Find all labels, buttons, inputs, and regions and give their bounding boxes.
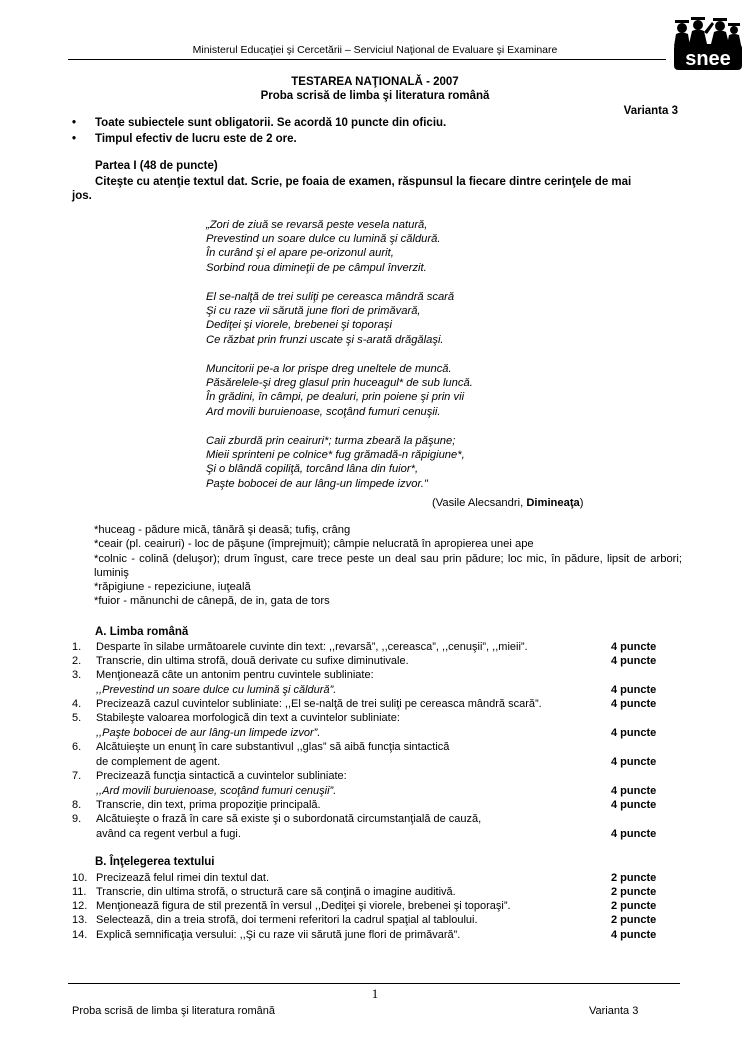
- question-number: 5.: [72, 712, 82, 724]
- question-number: 6.: [72, 741, 82, 753]
- question-points: 4 puncte: [611, 698, 657, 710]
- question-quote-text: ,,Ard movili buruienoase, scoţând fumuri cenuşii”.: [96, 785, 337, 797]
- footer-variant: Varianta 3: [589, 1005, 639, 1017]
- question-text: Selectează, din a treia strofă, doi termeni referitori la cadrul spaţial al tabloului.: [96, 914, 478, 926]
- glossary-entry: *ceair (pl. ceairuri) - loc de păşune (împrejmuit); câmpie nelucrată în apropierea unei ape: [94, 538, 534, 551]
- logo-text: snee: [685, 48, 731, 70]
- question-points: 4 puncte: [611, 828, 657, 840]
- question-points: 4 puncte: [611, 929, 657, 941]
- question-text: Precizează funcţia sintactică a cuvintelor subliniate:: [96, 770, 347, 782]
- poem-stanza: [206, 290, 454, 347]
- poem-verse: El se-nalţă de trei suliţi pe cereasca mândră scară: [206, 291, 455, 303]
- exam-title: TESTAREA NAŢIONALĂ - 2007: [291, 76, 459, 88]
- poem-verse: Ard movili buruienoase, scoţând fumuri cenuşii.: [206, 405, 441, 418]
- question-quote-text: ,,Prevestind un soare dulce cu lumină şi căldură”.: [96, 684, 337, 696]
- variant-label: Varianta 3: [623, 105, 678, 117]
- header-divider: [68, 59, 666, 60]
- question-number: 13.: [72, 914, 88, 926]
- question-number: 10.: [72, 872, 88, 884]
- glossary-entry: *fuior - mănunchi de cânepă, de in, gata de tors: [94, 595, 330, 608]
- graduates-logo-icon: [668, 14, 744, 76]
- question-text: Stabileşte valoarea morfologică din text a cuvintelor subliniate:: [96, 712, 400, 724]
- question-number: 9.: [72, 813, 82, 825]
- poem-author: (Vasile Alecsandri,: [432, 497, 527, 509]
- glossary-entry: *răpigiune - repeziciune, iuţeală: [94, 581, 251, 594]
- poem-verse: Sorbind roua dimineţii de pe câmpul înverzit.: [206, 261, 427, 274]
- glossary: [72, 523, 682, 609]
- question-text: Transcrie, din text, prima propoziţie principală.: [96, 799, 321, 811]
- poem-verse: Muncitorii pe-a lor prispe dreg uneltele de muncă.: [206, 363, 452, 375]
- question-points: 2 puncte: [611, 914, 657, 926]
- question-points: 4 puncte: [611, 727, 657, 739]
- question-text: Alcătuieşte un enunţ în care substantivul ,,glas” să aibă funcţia sintactică: [96, 741, 450, 753]
- section-b-heading: B. Înţelegerea textului: [95, 856, 215, 868]
- poem-stanza: [206, 362, 473, 419]
- question-text: Desparte în silabe următoarele cuvinte din text: ,,revarsă”, ,,cereasca”, ,,cenuşii”, ,,mieii”.: [96, 641, 528, 653]
- question-number: 4.: [72, 698, 82, 710]
- poem-verse: În grădini, în câmpi, pe dealuri, prin poiene şi prin vii: [206, 391, 465, 404]
- question-text: Transcrie, din ultima strofă, o structură care să conţină o imagine auditivă.: [96, 886, 456, 898]
- question-number: 8.: [72, 799, 82, 811]
- question-text-continued: de complement de agent.: [96, 756, 221, 768]
- question-number: 7.: [72, 770, 82, 782]
- poem-verse: „Zori de ziuă se revarsă peste vesela natură,: [206, 219, 428, 231]
- question-text: Precizează cazul cuvintelor subliniate: ,,El se-nalţă de trei suliţi pe cereasca mândră scară”.: [96, 698, 542, 710]
- poem-stanza: [206, 218, 440, 275]
- instruction-1: Toate subiectele sunt obligatorii. Se acordă 10 puncte din oficiu.: [95, 117, 447, 129]
- poem-stanza: [206, 434, 465, 491]
- question-text: Transcrie, din ultima strofă, două derivate cu sufixe diminutivale.: [96, 655, 409, 667]
- footer-divider: [68, 983, 680, 984]
- page-number: 1: [371, 986, 379, 1001]
- question-points: 2 puncte: [611, 872, 657, 884]
- footer-title: Proba scrisă de limba şi literatura română: [72, 1005, 275, 1017]
- question-number: 3.: [72, 669, 82, 681]
- poem-verse: Mieii sprinteni pe colnice* fug grămadă-n răpigiune*,: [206, 449, 465, 462]
- attribution-close: ): [579, 497, 584, 509]
- question-number: 11.: [72, 886, 87, 898]
- poem-verse: Păsărelele-şi dreg glasul prin huceagul* de sub luncă.: [206, 377, 473, 390]
- question-points: 4 puncte: [611, 684, 657, 696]
- glossary-entry: *colnic - colină (deluşor); drum îngust, care trece peste un deal sau prin pădure; loc mic, în pădure, lipsit de arbori; luminiş: [94, 552, 682, 579]
- exam-subtitle: Proba scrisă de limba şi literatura română: [260, 90, 490, 102]
- question-number: 1.: [72, 641, 82, 653]
- poem-verse: Dediţei şi viorele, brebenei şi toporaşi: [206, 319, 392, 332]
- header-ministry: Ministerul Educaţiei şi Cercetării – Serviciul Naţional de Evaluare şi Examinare: [192, 44, 558, 56]
- question-points: 4 puncte: [611, 785, 657, 797]
- part-intro-line2: jos.: [72, 190, 92, 202]
- bullet-icon: •: [72, 117, 77, 129]
- part-heading: Partea I (48 de puncte): [95, 160, 218, 172]
- instruction-2: Timpul efectiv de lucru este de 2 ore.: [95, 133, 297, 145]
- question-number: 2.: [72, 655, 82, 667]
- poem-verse: Paşte bobocei de aur lâng-un limpede izvor.": [206, 477, 428, 490]
- question-points: 4 puncte: [611, 641, 657, 653]
- question-text: Precizează felul rimei din textul dat.: [96, 872, 270, 884]
- poem-work: Dimineaţa: [526, 497, 580, 509]
- question-points: 2 puncte: [611, 886, 657, 898]
- question-number: 14.: [72, 929, 88, 941]
- question-text: Alcătuieşte o frază în care să existe şi o subordonată circumstanţială de cauză,: [96, 813, 482, 825]
- poem-verse: Şi o blândă copiliţă, torcând lâna din fuior*,: [206, 463, 419, 476]
- question-points: 4 puncte: [611, 756, 657, 768]
- question-quote-text: ,,Paşte bobocei de aur lâng-un limpede izvor”.: [96, 727, 321, 739]
- bullet-icon: •: [72, 133, 77, 145]
- poem-verse: Caii zburdă prin ceairuri*; turma zbeară la păşune;: [206, 435, 456, 447]
- poem-verse: Şi cu raze vii sărută june flori de primăvară,: [206, 305, 421, 318]
- question-text: Menţionează figura de stil prezentă în versul ,,Dediţei şi viorele, brebenei şi toporaşi”.: [96, 900, 511, 912]
- question-points: 2 puncte: [611, 900, 657, 912]
- glossary-entry: *huceag - pădure mică, tânără şi deasă; tufiş, crâng: [94, 524, 351, 536]
- question-number: 12.: [72, 900, 88, 912]
- section-a-heading: A. Limba română: [95, 626, 189, 638]
- question-text: Explică semnificaţia versului: ,,Şi cu raze vii sărută june flori de primăvară”.: [96, 929, 461, 941]
- poem-verse: Ce răzbat prin frunzi uscate şi s-arată drăgălaşi.: [206, 333, 444, 346]
- poem-verse: În curând şi el apare pe-orizonul aurit,: [206, 247, 394, 260]
- question-points: 4 puncte: [611, 799, 657, 811]
- question-text: Menţionează câte un antonim pentru cuvintele subliniate:: [96, 669, 374, 681]
- poem-attribution: [432, 497, 584, 509]
- snee-logo: [668, 14, 744, 76]
- question-text-continued: având ca regent verbul a fugi.: [96, 828, 241, 840]
- poem-verse: Prevestind un soare dulce cu lumină şi căldură.: [206, 233, 441, 246]
- question-points: 4 puncte: [611, 655, 657, 667]
- part-intro-line1: Citeşte cu atenţie textul dat. Scrie, pe foaia de examen, răspunsul la fiecare dintre cerinţele de mai: [95, 176, 632, 188]
